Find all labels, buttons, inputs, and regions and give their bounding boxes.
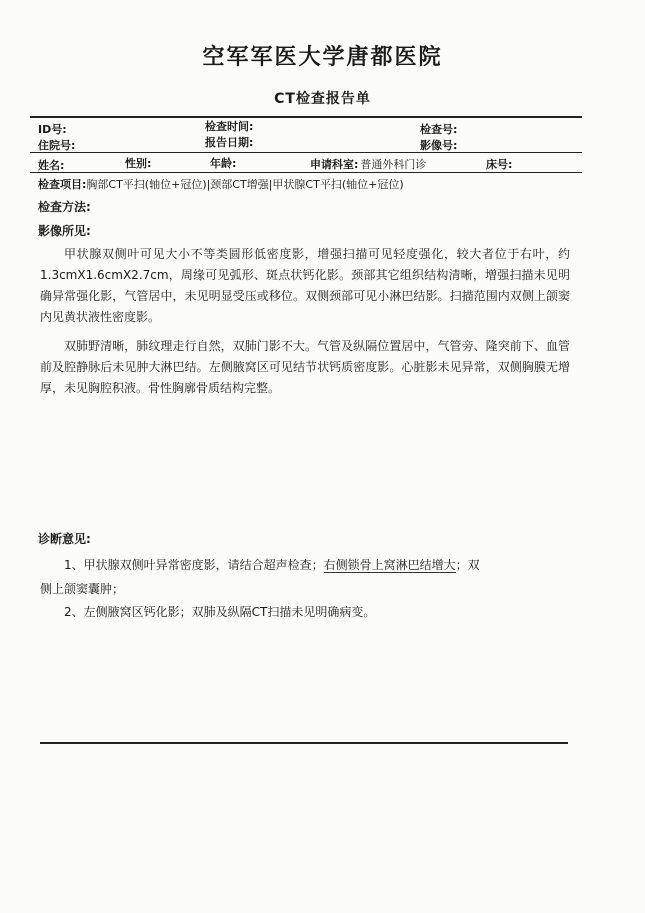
name-label: 姓名: <box>38 159 65 172</box>
findings-paragraph-1: 甲状腺双侧叶可见大小不等类圆形低密度影，增强扫描可见轻度强化，较大者位于右叶，约1.3cmX1.6cmX2.7cm，周缘可见弧形、斑点状钙化影。颈部其它组织结构清晰，增强扫描未见明确异常强化影，气管居中，未见明显受压或移位。双侧颈部可见小淋巴结影。扫描范围内双侧上颌窦内见黄状液性密度影。 <box>40 247 570 324</box>
footer-divider <box>40 742 568 744</box>
diagnosis-item-1-underlined: 右侧锁骨上窝淋巴结增大 <box>323 558 456 572</box>
exam-items <box>38 176 404 192</box>
exam-method-label: 检查方法: <box>38 200 91 214</box>
diagnosis-item-1-continued: 侧上颌窦囊肿； <box>40 582 125 596</box>
gender-label: 性别: <box>125 157 152 170</box>
bed-label: 床号: <box>486 158 513 171</box>
diagnosis-item-1-tail: ；双 <box>455 558 480 572</box>
header-divider <box>30 116 582 118</box>
report-date-label: 报告日期: <box>205 136 254 149</box>
dept-label: 申请科室: <box>310 158 359 171</box>
age-label: 年龄: <box>210 157 237 170</box>
image-no-label: 影像号: <box>420 139 458 152</box>
dept-value: 普通外科门诊 <box>360 158 427 171</box>
exam-no-label: 检查号: <box>420 123 458 136</box>
name-field <box>38 157 64 173</box>
id-field <box>38 121 67 137</box>
exam-time-field <box>205 118 253 134</box>
diagnosis-item-1 <box>64 556 480 573</box>
diagnosis-label: 诊断意见: <box>38 532 91 546</box>
hospital-name: 空军军医大学唐都医院 <box>202 45 443 70</box>
diagnosis-item-1-text: 1、甲状腺双侧叶异常密度影，请结合超声检查； <box>64 558 324 572</box>
id-label: ID号: <box>38 123 67 136</box>
findings-paragraph-2: 双肺野清晰，肺纹理走行自然，双肺门影不大。气管及纵隔位置居中，气管旁、隆突前下、血管前及腔静脉后未见肿大淋巴结。左侧腋窝区可见结节状钙质密度影。心脏影未见异常，双侧胸膜无增厚，未见胸腔积液。骨性胸廓骨质结构完整。 <box>40 339 570 395</box>
exam-no-field <box>420 121 457 137</box>
patient-divider <box>30 172 582 173</box>
exam-items-label: 检查项目: <box>38 178 87 191</box>
bed-field <box>486 156 512 172</box>
inpatient-field <box>38 137 75 153</box>
inpatient-label: 住院号: <box>38 139 76 152</box>
findings-label: 影像所见: <box>38 224 91 238</box>
age-field <box>210 155 236 171</box>
info-divider <box>30 152 582 153</box>
exam-time-label: 检查时间: <box>205 120 254 133</box>
exam-items-value: 胸部CT平扫(轴位+冠位)|颈部CT增强|甲状腺CT平扫(轴位+冠位) <box>86 178 404 191</box>
report-title: CT检查报告单 <box>274 91 371 107</box>
dept-field <box>310 156 426 172</box>
image-no-field <box>420 137 457 153</box>
report-date-field <box>205 134 253 150</box>
gender-field <box>125 155 151 171</box>
diagnosis-item-2: 2、左侧腋窝区钙化影；双肺及纵隔CT扫描未见明确病变。 <box>64 605 376 619</box>
